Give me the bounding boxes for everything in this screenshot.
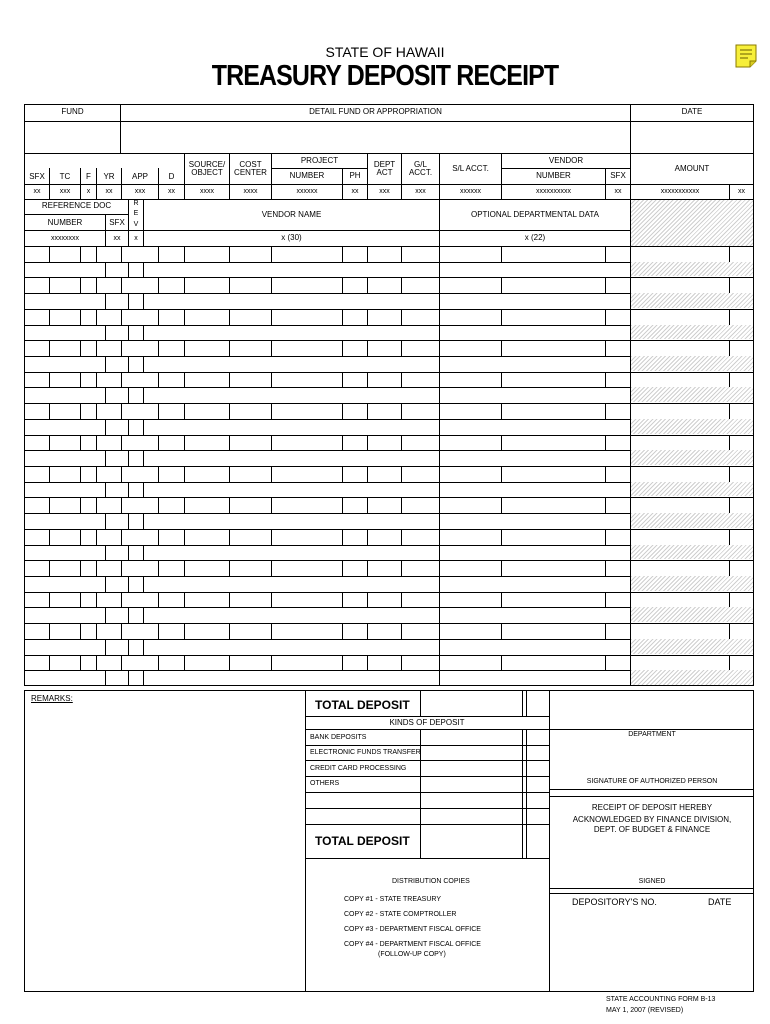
grid-line	[630, 356, 631, 372]
entry-row-vendor[interactable]	[25, 388, 630, 403]
fmt-app: xxx	[134, 187, 146, 195]
fund-header: FUND	[61, 107, 84, 117]
grid-line	[630, 513, 631, 529]
grid-line	[630, 419, 631, 435]
reference-number-label: NUMBER	[47, 217, 83, 227]
grid-line	[630, 325, 631, 341]
entry-row-accounting[interactable]	[25, 624, 753, 639]
col-cost-center: COST CENTER	[234, 159, 267, 177]
grid-line	[630, 450, 631, 466]
total-deposit-field-2[interactable]	[421, 826, 521, 856]
total-deposit-field[interactable]	[421, 693, 521, 715]
form-revised-date: MAY 1, 2007 (REVISED)	[606, 1007, 684, 1014]
receipt-ack-line-3: DEPT. OF BUDGET & FINANCE	[593, 825, 711, 835]
grid-line	[630, 199, 631, 247]
fmt-vendor-name: x (30)	[281, 233, 302, 243]
fmt-f: x	[86, 187, 91, 195]
detail-fund-header: DETAIL FUND OR APPROPRIATION	[309, 107, 442, 117]
fmt-cost-center: xxxx	[243, 187, 258, 195]
entry-row-accounting[interactable]	[25, 373, 753, 388]
entry-row-vendor[interactable]	[25, 514, 630, 529]
amount-shaded-area	[631, 199, 753, 247]
vendor-name-label: VENDOR NAME	[261, 209, 322, 219]
col-source-object: SOURCE/ OBJECT	[188, 159, 226, 177]
col-ph: PH	[349, 171, 361, 181]
amount-shaded-cell	[631, 450, 753, 465]
amount-shaded-cell	[631, 387, 753, 402]
grid-line	[630, 293, 631, 309]
copy-4-note: (FOLLOW-UP COPY)	[378, 951, 446, 958]
entry-row-vendor[interactable]	[25, 420, 630, 435]
col-sl-acct: S/L ACCT.	[452, 163, 489, 173]
col-project-number: NUMBER	[289, 171, 325, 181]
rev-r-label: R	[133, 200, 139, 208]
form-number: STATE ACCOUNTING FORM B-13	[606, 996, 716, 1003]
fmt-project-number: xxxxxx	[296, 187, 318, 195]
receipt-ack-line-2: ACKNOWLEDGED BY FINANCE DIVISION,	[572, 815, 732, 825]
copy-4: COPY #4 - DEPARTMENT FISCAL OFFICE	[344, 941, 481, 948]
entry-row-accounting[interactable]	[25, 341, 753, 356]
entry-row-vendor[interactable]	[25, 263, 630, 278]
entry-row-accounting[interactable]	[25, 404, 753, 419]
kind-credit-card: CREDIT CARD PROCESSING	[310, 765, 407, 772]
depository-field[interactable]	[551, 910, 753, 990]
col-d: D	[168, 172, 175, 182]
copy-1: COPY #1 - STATE TREASURY	[344, 896, 441, 903]
entry-row-accounting[interactable]	[25, 436, 753, 451]
grid-line	[630, 576, 631, 592]
fmt-vendor-sfx: xx	[614, 187, 622, 195]
fmt-dept-act: xxx	[379, 187, 390, 195]
depository-no-label: DEPOSITORY'S NO.	[572, 897, 657, 907]
detail-fund-field[interactable]	[121, 121, 630, 153]
grid-line	[630, 262, 631, 278]
col-project: PROJECT	[300, 155, 339, 165]
amount-shaded-cell	[631, 513, 753, 528]
col-yr: YR	[103, 172, 115, 182]
fmt-amount: xxxxxxxxxxx	[660, 187, 700, 195]
copy-3: COPY #3 - DEPARTMENT FISCAL OFFICE	[344, 926, 481, 933]
form-title: TREASURY DEPOSIT RECEIPT	[211, 60, 559, 92]
signed-label: SIGNED	[638, 878, 666, 886]
department-label: DEPARTMENT	[628, 731, 676, 739]
fmt-source-object: xxxx	[200, 187, 214, 195]
grid-line	[630, 639, 631, 655]
col-vendor: VENDOR	[548, 155, 584, 165]
entry-row-accounting[interactable]	[25, 467, 753, 482]
amount-shaded-cell	[631, 545, 753, 560]
entry-row-vendor[interactable]	[25, 357, 630, 372]
copy-2: COPY #2 - STATE COMPTROLLER	[344, 911, 457, 918]
distribution-copies-label: DISTRIBUTION COPIES	[392, 878, 470, 885]
fund-field[interactable]	[25, 121, 120, 153]
fmt-optional-data: x (22)	[524, 233, 546, 243]
entry-row-vendor[interactable]	[25, 483, 630, 498]
fmt-ph: xx	[351, 187, 359, 195]
entry-row-accounting[interactable]	[25, 561, 753, 576]
col-dept-act: DEPT ACT	[373, 159, 396, 177]
col-app: APP	[131, 172, 148, 182]
grid-line	[630, 670, 631, 686]
grid-line	[630, 387, 631, 403]
date-header: DATE	[681, 107, 703, 117]
amount-shaded-cell	[631, 262, 753, 277]
kind-eft: ELECTRONIC FUNDS TRANSFER	[310, 749, 421, 756]
entry-row-vendor[interactable]	[25, 577, 630, 592]
amount-shaded-cell	[631, 482, 753, 497]
amount-shaded-cell	[631, 419, 753, 434]
entry-row-vendor[interactable]	[25, 671, 630, 686]
fmt-tc: xxx	[59, 187, 71, 195]
amount-shaded-cell	[631, 670, 753, 685]
entry-row-vendor[interactable]	[25, 326, 630, 341]
fmt-rev: x	[134, 234, 138, 242]
date-field[interactable]	[631, 121, 753, 153]
fmt-sl-acct: xxxxxx	[460, 187, 481, 195]
entry-row-vendor[interactable]	[25, 640, 630, 655]
sticky-note-icon[interactable]	[735, 44, 757, 68]
fmt-ref-sfx: xx	[113, 234, 121, 242]
col-amount: AMOUNT	[674, 163, 710, 173]
remarks-field[interactable]	[26, 706, 304, 990]
grid-line	[24, 214, 128, 215]
entry-row-accounting[interactable]	[25, 310, 753, 325]
entry-row-accounting[interactable]	[25, 278, 753, 293]
fmt-d: xx	[168, 187, 175, 195]
entry-row-vendor[interactable]	[25, 294, 630, 309]
amount-shaded-cell	[631, 356, 753, 371]
entry-row-accounting[interactable]	[25, 656, 753, 671]
grid-line	[630, 607, 631, 623]
entry-row-vendor[interactable]	[25, 608, 630, 623]
reference-sfx-label: SFX	[109, 217, 125, 227]
form-state-heading: STATE OF HAWAII	[325, 44, 445, 60]
entry-row-accounting[interactable]	[25, 593, 753, 608]
reference-doc-label: REFERENCE DOC	[41, 201, 112, 211]
fmt-gl-acct: xxx	[415, 187, 426, 195]
entry-row-accounting[interactable]	[25, 247, 753, 262]
entry-row-vendor[interactable]	[25, 546, 630, 561]
remarks-label: REMARKS:	[31, 694, 73, 703]
rev-v-label: V	[133, 220, 139, 228]
fmt-ref-number: xxxxxxxx	[51, 234, 79, 242]
col-vendor-number: NUMBER	[536, 171, 571, 181]
signature-field[interactable]	[551, 742, 753, 776]
fmt-vendor-number: xxxxxxxxxx	[536, 187, 571, 195]
rev-e-label: E	[133, 210, 139, 218]
fmt-sfx: xx	[33, 187, 41, 195]
kinds-of-deposit-label: KINDS OF DEPOSIT	[389, 717, 465, 727]
depository-date-label: DATE	[708, 897, 732, 907]
col-tc: TC	[59, 172, 71, 182]
amount-shaded-cell	[631, 639, 753, 654]
col-gl-acct: G/L ACCT.	[408, 159, 433, 177]
entry-row-accounting[interactable]	[25, 530, 753, 545]
fmt-yr: xx	[105, 187, 113, 195]
optional-data-label: OPTIONAL DEPARTMENTAL DATA	[470, 209, 600, 219]
grid-line	[630, 545, 631, 561]
kind-others: OTHERS	[310, 780, 340, 787]
signed-field[interactable]	[551, 838, 753, 874]
department-field[interactable]	[551, 692, 753, 728]
col-f: F	[86, 172, 91, 182]
amount-shaded-cell	[631, 607, 753, 622]
col-sfx: SFX	[29, 172, 45, 182]
amount-shaded-cell	[631, 325, 753, 340]
kind-bank-deposits: BANK DEPOSITS	[310, 734, 367, 741]
amount-shaded-cell	[631, 576, 753, 591]
total-deposit-label: TOTAL DEPOSIT	[315, 698, 410, 712]
signature-label: SIGNATURE OF AUTHORIZED PERSON	[586, 778, 718, 786]
entry-row-vendor[interactable]	[25, 451, 630, 466]
amount-shaded-cell	[631, 293, 753, 308]
fmt-amount-cents: xx	[738, 187, 745, 195]
entry-row-accounting[interactable]	[25, 498, 753, 513]
col-vendor-sfx: SFX	[610, 171, 626, 181]
grid-line	[630, 482, 631, 498]
receipt-ack-line-1: RECEIPT OF DEPOSIT HEREBY	[591, 803, 713, 813]
total-deposit-label-2: TOTAL DEPOSIT	[315, 834, 410, 848]
